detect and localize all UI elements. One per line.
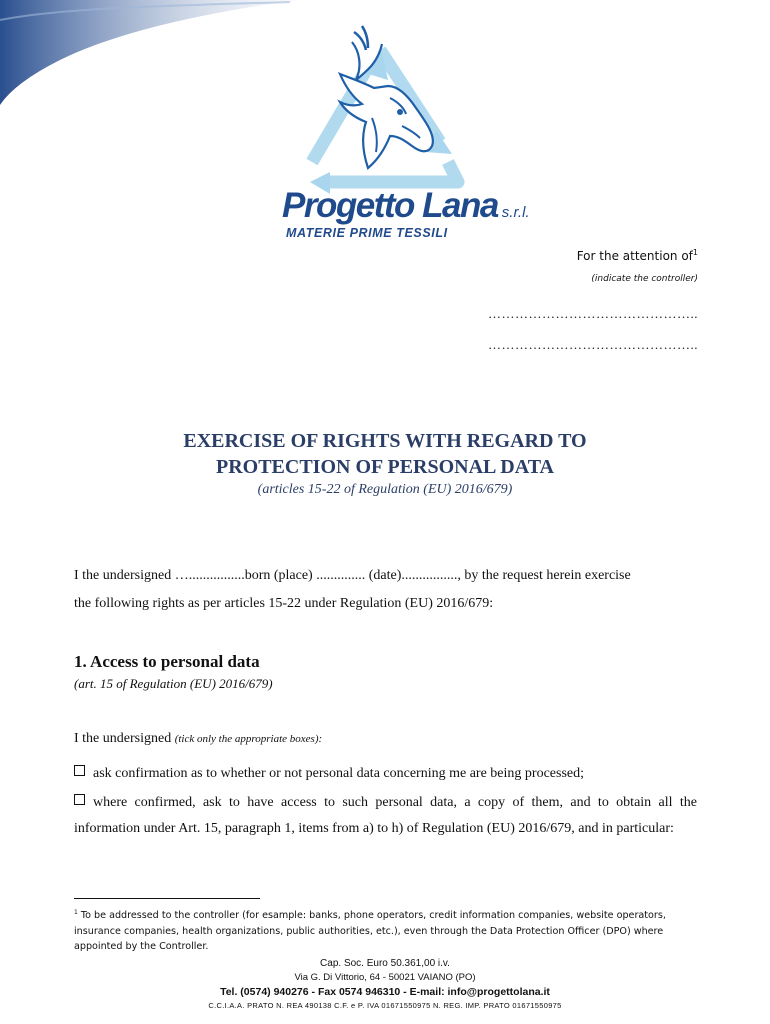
footnote-divider <box>74 898 260 899</box>
footer-contacts: Tel. (0574) 940276 - Fax 0574 946310 - E-mail: info@progettolana.it <box>220 986 550 998</box>
footnote-text: To be addressed to the controller (for esample: banks, phone operators, credit information companies, website operators, insurance companies, health organizations, public authorities, etc.), even through the Data Protection Officer (DPO) where appointed by the Controller. <box>74 910 666 953</box>
option-2-text: where confirmed, ask to have access to such personal data, a copy of them, and to obtain all the information under Art. 15, paragraph 1, items from a) to h) of Regulation (EU) 2016/679, and in particular: <box>74 795 697 836</box>
document-title-line-2: PROTECTION OF PERSONAL DATA <box>216 456 554 478</box>
checkbox-option-1[interactable] <box>74 765 85 776</box>
option-2 <box>74 790 697 842</box>
brand-name <box>282 186 530 226</box>
footnote-ref: 1 <box>692 248 698 257</box>
section-subtitle: (art. 15 of Regulation (EU) 2016/679) <box>74 676 273 691</box>
footer-registration: C.C.I.A.A. PRATO N. REA 490138 C.F. e P. IVA 01671550975 N. REG. IMP. PRATO 01671550975 <box>208 1001 562 1010</box>
corner-wave-decoration <box>0 0 300 110</box>
intro-line-1: I the undersigned …................born (place) .............. (date)................, by the request herein exercise <box>74 568 631 583</box>
tick-intro: I the undersigned <box>74 731 172 746</box>
footer-address: Via G. Di Vittorio, 64 - 50021 VAIANO (PO) <box>294 972 476 983</box>
brand-tagline: MATERIE PRIME TESSILI <box>286 226 448 240</box>
intro-line-2: the following rights as per articles 15-22 under Regulation (EU) 2016/679: <box>74 596 494 611</box>
attention-label <box>577 248 698 263</box>
section-title: 1. Access to personal data <box>74 652 260 671</box>
indicate-controller-note: (indicate the controller) <box>591 274 698 284</box>
footer-capital: Cap. Soc. Euro 50.361,00 i.v. <box>320 958 450 969</box>
footnote <box>74 905 697 955</box>
attention-text: For the attention of <box>576 249 693 263</box>
tick-instruction <box>74 731 322 747</box>
document-title-line-1: EXERCISE OF RIGHTS WITH REGARD TO <box>183 430 587 452</box>
checkbox-option-2[interactable] <box>74 794 85 805</box>
option-1-text: ask confirmation as to whether or not personal data concerning me are being processed; <box>93 766 584 781</box>
brand-suffix: s.r.l. <box>501 204 530 221</box>
document-subtitle: (articles 15-22 of Regulation (EU) 2016/679) <box>257 482 513 497</box>
footnote-number: 1 <box>74 909 78 916</box>
tick-note: (tick only the appropriate boxes): <box>174 733 323 745</box>
option-1 <box>74 765 584 782</box>
brand-name-text: Progetto Lana <box>282 186 498 225</box>
addressee-line-1[interactable]: ……………………………………….. <box>488 306 698 321</box>
addressee-line-2[interactable]: ……………………………………….. <box>488 337 698 352</box>
